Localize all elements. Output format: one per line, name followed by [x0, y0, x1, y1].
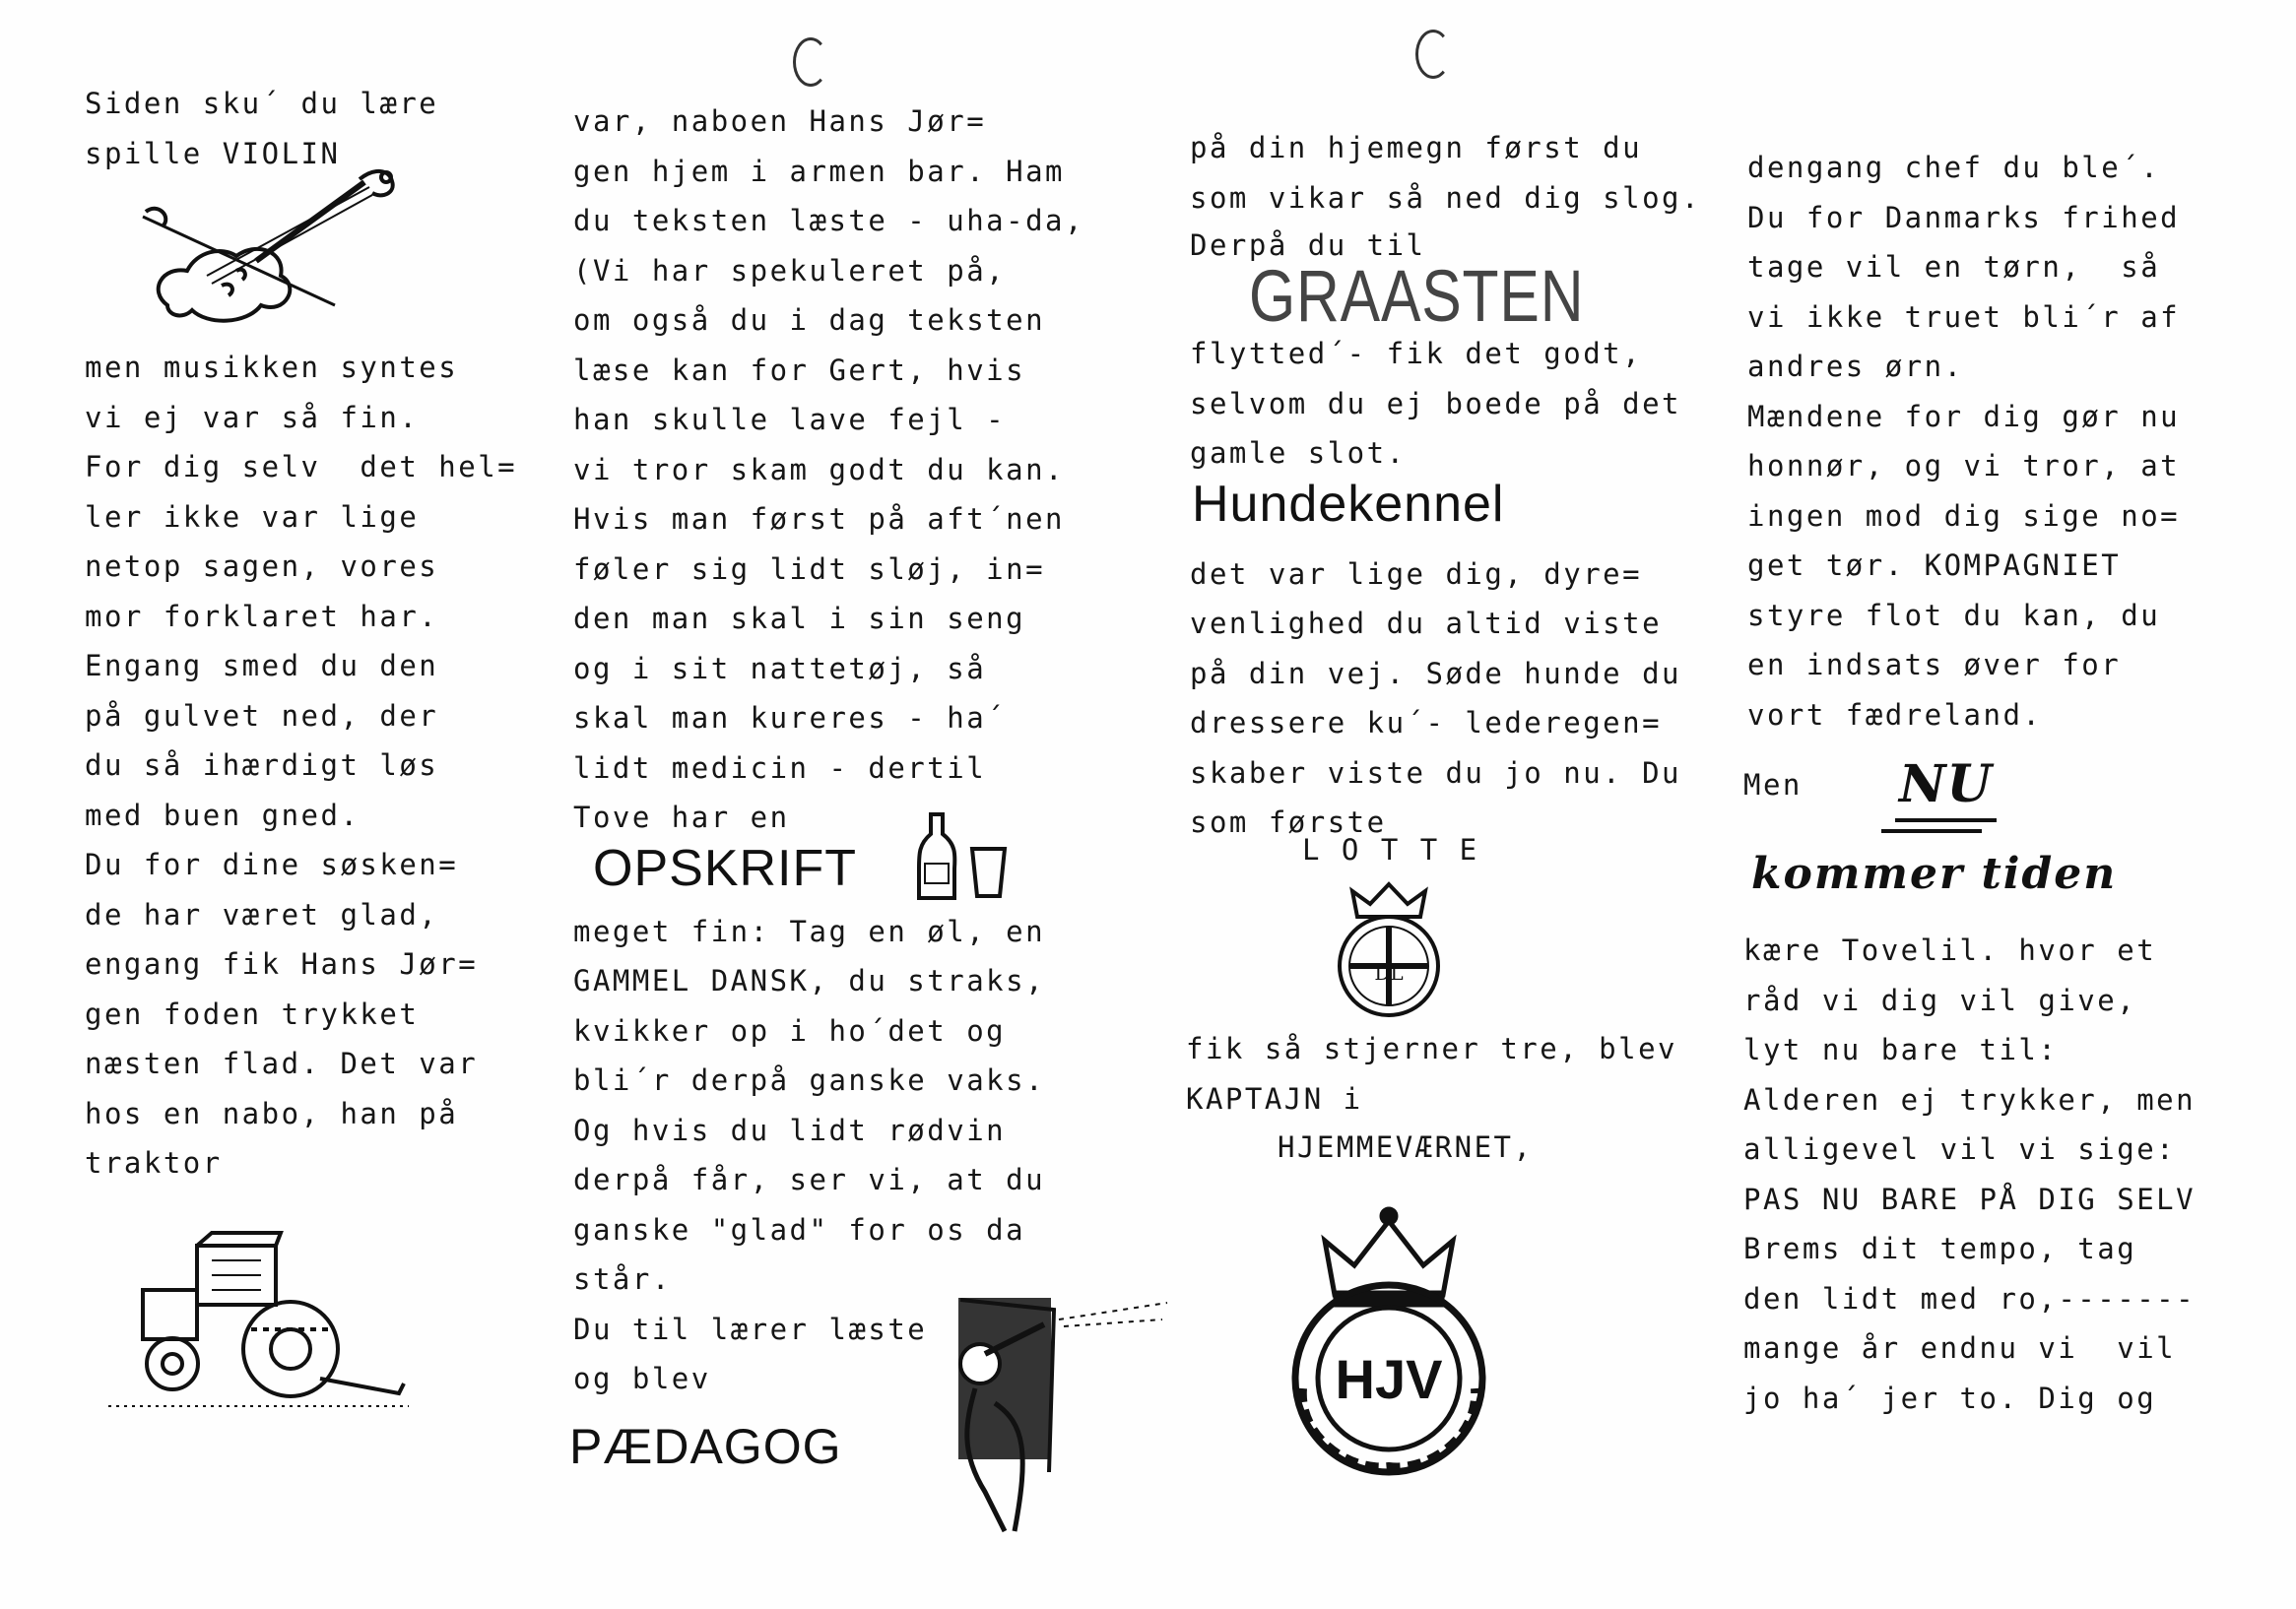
text-line: står.: [573, 1262, 672, 1296]
text-line: føler sig lidt sløj, in=: [573, 551, 1046, 586]
text-line: Derpå du til: [1190, 228, 1426, 262]
text-line: men musikken syntes: [85, 351, 459, 384]
heading-graasten: GRAASTEN: [1249, 255, 1585, 337]
lotte-badge-text: DL: [1374, 961, 1404, 985]
column-4: [1747, 143, 2180, 740]
text-line: på gulvet ned, der: [85, 698, 439, 733]
text-line: Du for Danmarks frihed: [1747, 200, 2181, 234]
text-line: dressere ku´- lederegen=: [1190, 706, 1663, 740]
text-line: For dig selv det hel=: [85, 450, 518, 483]
column-3-rank: [1186, 1024, 1677, 1124]
text-line: GAMMEL DANSK, du straks,: [573, 964, 1046, 998]
column-3-mid: [1190, 329, 1701, 479]
text-line: gen foden trykket: [85, 997, 420, 1031]
text-line: og blev: [573, 1362, 711, 1395]
text-line: Men: [1743, 768, 1803, 802]
column-4-upper: [1747, 143, 2180, 740]
text-line: spille VIOLIN: [85, 136, 341, 170]
text-line: gen hjem i armen bar. Ham: [573, 154, 1065, 188]
text-line: derpå får, ser vi, at du: [573, 1163, 1046, 1196]
text-line: Du for dine søsken=: [85, 848, 459, 881]
text-line: traktor: [85, 1146, 223, 1180]
text-line: du så ihærdigt løs: [85, 748, 439, 782]
column-4-lower: [1743, 926, 2196, 1423]
text-line: du teksten læste - uha-da,: [573, 204, 1084, 237]
hjemmevaernet-label: [1278, 1123, 1533, 1173]
text-line: jo ha´ jer to. Dig og: [1743, 1381, 2157, 1415]
text-line: bli´r derpå ganske vaks.: [573, 1063, 1046, 1097]
punch-hole-right: [1415, 30, 1451, 79]
text-line: honnør, og vi tror, at: [1747, 449, 2181, 483]
hjv-emblem-icon: [1280, 1201, 1497, 1477]
text-line: PAS NU BARE PÅ DIG SELV: [1743, 1182, 2197, 1216]
text-line: lidt medicin - dertil: [573, 750, 987, 785]
text-line: HJEMMEVÆRNET,: [1278, 1130, 1534, 1164]
lotte-label: [1302, 825, 1479, 875]
text-line: kvikker op i ho´det og: [573, 1013, 1007, 1048]
nu-handwritten: NU: [1895, 754, 1997, 822]
text-line: andres ørn.: [1747, 350, 1964, 383]
text-line: skaber viste du jo nu. Du: [1190, 755, 1681, 790]
text-line: det var lige dig, dyre=: [1190, 556, 1643, 591]
text-line: på din vej. Søde hunde du: [1190, 656, 1681, 690]
text-line: mange år endnu vi vil: [1743, 1331, 2177, 1365]
text-line: Mændene for dig gør nu: [1747, 399, 2181, 433]
men-label: [1743, 760, 1803, 810]
text-line: tage vil en tørn, så: [1747, 250, 2161, 284]
text-line: Du til lærer læste: [573, 1312, 928, 1346]
text-line: på din hjemegn først du: [1190, 131, 1643, 164]
text-line: (Vi har spekuleret på,: [573, 253, 1007, 288]
column-3-lower: [1190, 549, 1701, 848]
text-line: de har været glad,: [85, 897, 439, 932]
column-1-body: [85, 343, 517, 1189]
text-line: råd vi dig vil give,: [1743, 983, 2137, 1017]
text-line: Engang smed du den: [85, 649, 439, 682]
lotte-badge-icon: [1333, 879, 1446, 1022]
text-line: Brems dit tempo, tag: [1743, 1232, 2137, 1265]
text-line: Alderen ej trykker, men: [1743, 1082, 2197, 1117]
text-line: han skulle lave fejl -: [573, 403, 1007, 436]
text-line: KAPTAJN i: [1186, 1081, 1363, 1116]
hjv-emblem-text: HJV: [1335, 1348, 1443, 1410]
text-line: fik så stjerner tre, blev: [1186, 1032, 1677, 1065]
punch-hole-left: [793, 37, 828, 87]
text-line: Tove har en: [573, 801, 790, 834]
text-line: venlighed du altid viste: [1190, 607, 1663, 640]
text-line: hos en nabo, han på: [85, 1096, 459, 1130]
column-2-upper: [573, 97, 1084, 843]
violin-icon: [138, 158, 404, 330]
text-line: gamle slot.: [1190, 436, 1407, 470]
text-line: Siden sku´ du lære: [85, 87, 439, 120]
text-line: den man skal i sin seng: [573, 602, 1026, 635]
text-line: vi ej var så fin.: [85, 400, 420, 434]
text-line: netop sagen, vores: [85, 549, 439, 583]
text-line: ler ikke var lige: [85, 499, 420, 534]
text-line: læse kan for Gert, hvis: [573, 353, 1026, 387]
text-line: L O T T E: [1302, 833, 1479, 867]
teacher-icon: [946, 1295, 1172, 1536]
text-line: en indsats øver for: [1747, 648, 2122, 681]
text-line: var, naboen Hans Jør=: [573, 104, 987, 138]
text-line: og i sit nattetøj, så: [573, 651, 987, 685]
text-line: om også du i dag teksten: [573, 303, 1046, 337]
text-line: kære Tovelil. hvor et: [1743, 933, 2157, 967]
text-line: meget fin: Tag en øl, en: [573, 914, 1046, 948]
text-line: skal man kureres - ha´: [573, 701, 1007, 735]
text-line: flytted´- fik det godt,: [1190, 337, 1643, 370]
kommer-tiden-handwritten: kommer tiden: [1751, 849, 2118, 899]
text-line: Og hvis du lidt rødvin: [573, 1113, 1007, 1147]
text-line: næsten flad. Det var: [85, 1047, 479, 1080]
text-line: som vikar så ned dig slog.: [1190, 180, 1701, 215]
nu-underline: [1881, 829, 1982, 833]
text-line: vort fædreland.: [1747, 697, 2043, 732]
text-line: med buen gned.: [85, 798, 361, 832]
column-3-upper: [1190, 123, 1701, 268]
column-2: [573, 97, 1084, 1404]
text-line: den lidt med ro,-------: [1743, 1281, 2197, 1316]
text-line: dengang chef du ble´.: [1747, 151, 2161, 184]
bottle-icon: [911, 809, 1019, 908]
text-line: ganske "glad" for os da: [573, 1212, 1026, 1247]
tractor-icon: [103, 1231, 419, 1418]
text-line: Hvis man først på aft´nen: [573, 502, 1065, 536]
heading-hundekennel: Hundekennel: [1192, 476, 1505, 533]
text-line: engang fik Hans Jør=: [85, 947, 479, 981]
text-line: mor forklaret har.: [85, 599, 439, 633]
text-line: styre flot du kan, du: [1747, 598, 2161, 632]
text-line: alligevel vil vi sige:: [1743, 1132, 2177, 1166]
heading-opskrift: OPSKRIFT: [593, 840, 858, 897]
text-line: ingen mod dig sige no=: [1747, 498, 2181, 533]
text-line: vi ikke truet bli´r af: [1747, 299, 2181, 334]
text-line: som første: [1190, 805, 1387, 839]
text-line: lyt nu bare til:: [1743, 1033, 2059, 1066]
text-line: vi tror skam godt du kan.: [573, 452, 1065, 486]
heading-paedagog: PÆDAGOG: [569, 1419, 842, 1474]
text-line: selvom du ej boede på det: [1190, 386, 1681, 420]
text-line: get tør. KOMPAGNIET: [1747, 548, 2122, 582]
